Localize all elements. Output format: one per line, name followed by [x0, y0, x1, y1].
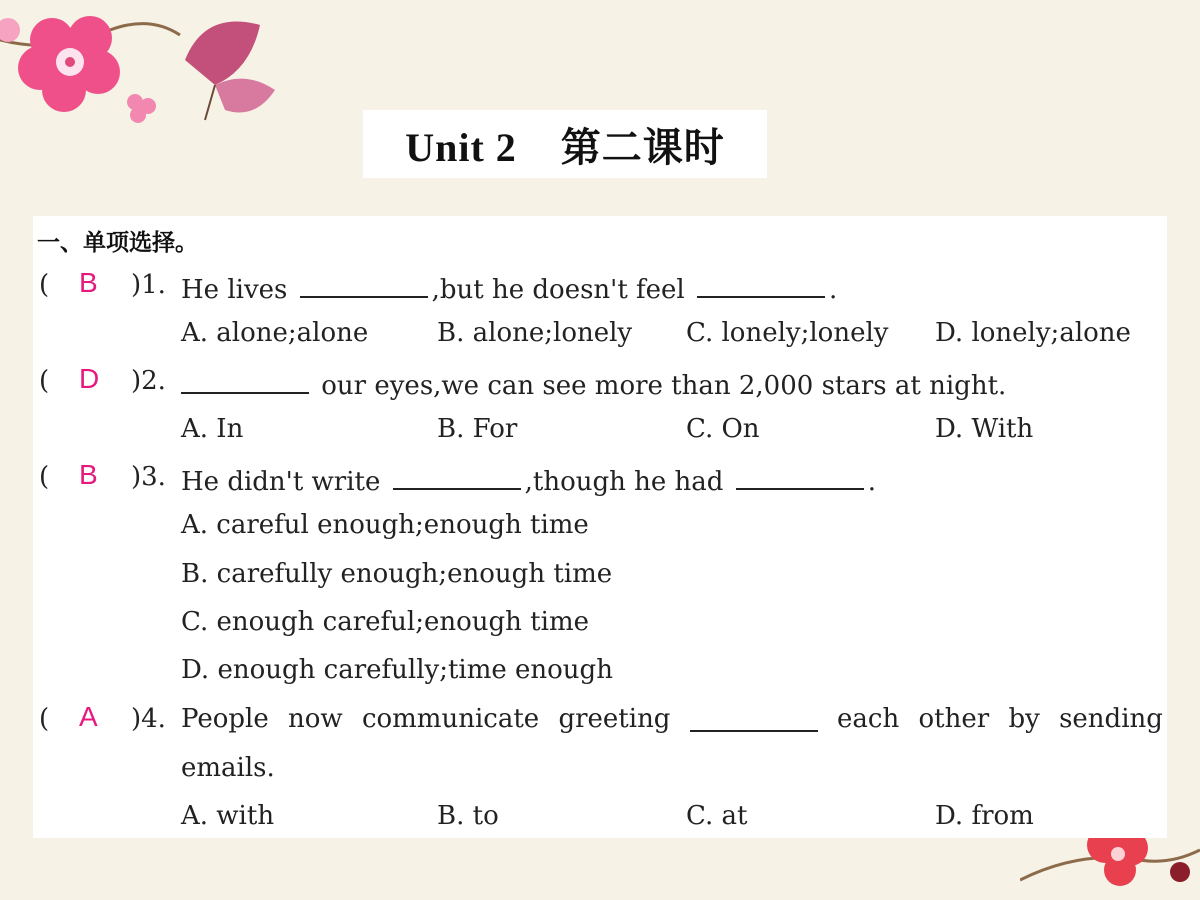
question-text-2: our eyes,we can see more than 2,000 stars at night. — [181, 366, 1006, 401]
option-d: D. lonely;alone — [935, 318, 1131, 348]
blank[interactable] — [690, 704, 818, 732]
option-c: C. at — [686, 801, 748, 831]
option-a: A. with — [181, 801, 275, 831]
blank[interactable] — [697, 270, 825, 298]
page-title: Unit 2 第二课时 — [405, 124, 725, 170]
option-a: A. In — [181, 414, 244, 444]
blank[interactable] — [393, 462, 521, 490]
paren-open: ( — [39, 270, 50, 300]
page-title-box — [363, 110, 767, 178]
question-text-4: People now communicate greeting each other by sending — [181, 704, 1163, 734]
answer-2: D — [79, 363, 100, 394]
option-a: A. alone;alone — [181, 318, 369, 348]
answer-4: A — [79, 701, 98, 732]
option-b: B. to — [437, 801, 499, 831]
option-b: B. For — [437, 414, 518, 444]
question-number-2: )2. — [131, 366, 166, 396]
answer-1: B — [79, 267, 98, 298]
option-b: B. alone;lonely — [437, 318, 633, 348]
paren-open: ( — [39, 704, 50, 734]
option-c: C. On — [686, 414, 760, 444]
question-number-4: )4. — [131, 704, 166, 734]
question-text-3: He didn't write ,though he had . — [181, 462, 876, 497]
blank[interactable] — [736, 462, 864, 490]
answer-3: B — [79, 459, 98, 490]
question-text-1: He lives ,but he doesn't feel . — [181, 270, 837, 305]
flower-butterfly-decoration — [0, 0, 300, 160]
paren-open: ( — [39, 366, 50, 396]
option-d: D. from — [935, 801, 1034, 831]
blank[interactable] — [181, 366, 309, 394]
option-d: D. With — [935, 414, 1034, 444]
question-number-1: )1. — [131, 270, 166, 300]
paren-open: ( — [39, 462, 50, 492]
option-c: C. lonely;lonely — [686, 318, 889, 348]
section-title: 一、单项选择。 — [37, 230, 198, 256]
blank[interactable] — [300, 270, 428, 298]
exercise-panel: 一、单项选择。 ( B )1. He lives ,but he doesn't feel . A. alone;alone B. alone;lonely C. lonely;lonely D. lonely;alone ( D )2. our eyes,we can see more than 2,000 stars at night. A. In B. For C. On D. With ( B )3. He didn't write ,though he had . A. careful enough;enough time B. carefully enough;enough time C. enough careful;enough time D. enough carefully;time enough ( A )4. People now communicate greeting each other by sending emails. A. with B. to C. at D. from — [33, 216, 1167, 838]
question-number-3: )3. — [131, 462, 166, 492]
